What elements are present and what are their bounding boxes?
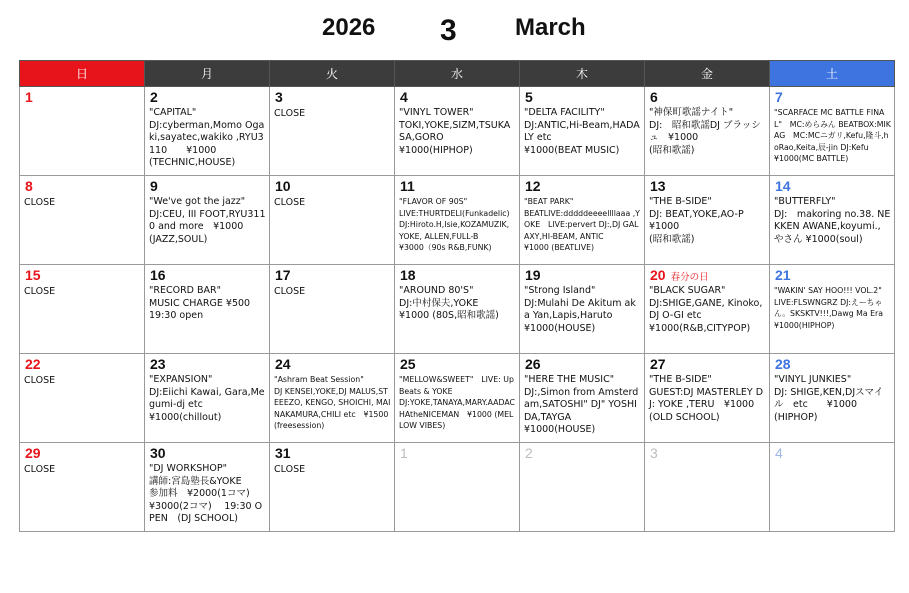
week-row bbox=[20, 354, 895, 443]
day-number: 3 bbox=[275, 89, 283, 105]
week-row bbox=[20, 443, 895, 532]
event-text: "We've got the jazz" DJ:CEU, III FOOT,RYU3110 and more ¥1000 (JAZZ,SOUL) bbox=[149, 196, 266, 245]
day-number: 1 bbox=[25, 89, 33, 105]
event-text: "WAKIN' SAY HOO!!! VOL.2" LIVE:FLSWNGRZ DJ:えーちゃん。SKSKTV!!!,Dawg Ma Era ¥1000(HIPHOP) bbox=[774, 286, 884, 330]
day-number: 27 bbox=[650, 356, 666, 372]
event-text: "THE B-SIDE" GUEST:DJ MASTERLEY DJ: YOKE ,TERU ¥1000 (OLD SCHOOL) bbox=[649, 374, 764, 423]
day-number: 10 bbox=[275, 178, 291, 194]
day-number: 5 bbox=[525, 89, 533, 105]
day-cell bbox=[520, 443, 645, 532]
day-cell bbox=[270, 176, 395, 265]
day-cell bbox=[270, 87, 395, 176]
day-cell bbox=[395, 176, 520, 265]
day-number: 18 bbox=[400, 267, 416, 283]
day-cell bbox=[770, 354, 895, 443]
day-cell bbox=[20, 443, 145, 532]
day-cell bbox=[395, 87, 520, 176]
day-cell bbox=[20, 87, 145, 176]
event-text: "Ashram Beat Session" DJ KENSEI,YOKE,DJ MALUS,STEEEZO, KENGO, SHOICHI, MAINAKAMURA,CHILI etc ¥1500 (freesession) bbox=[274, 375, 391, 430]
day-number: 28 bbox=[775, 356, 791, 372]
day-number: 9 bbox=[150, 178, 158, 194]
day-number: 16 bbox=[150, 267, 166, 283]
day-cell bbox=[395, 443, 520, 532]
weekday-fri: 金 bbox=[645, 61, 770, 87]
calendar-grid bbox=[19, 60, 895, 532]
day-number: 1 bbox=[400, 445, 408, 461]
event-text: "RECORD BAR" MUSIC CHARGE ¥500 19:30 open bbox=[149, 285, 251, 321]
event-text: "THE B-SIDE" DJ: BEAT,YOKE,AO-P ¥1000 (昭和歌謡) bbox=[649, 196, 744, 245]
day-number: 2 bbox=[150, 89, 158, 105]
event-text: "CAPITAL" DJ:cyberman,Momo Ogaki,sayatec,wakiko ,RYU3110 ¥1000 (TECHNIC,HOUSE) bbox=[149, 107, 265, 168]
day-cell bbox=[145, 87, 270, 176]
day-number: 12 bbox=[525, 178, 541, 194]
day-cell bbox=[270, 443, 395, 532]
day-number: 13 bbox=[650, 178, 666, 194]
event-text: "神保町歌謡ナイト" DJ: 昭和歌謡DJ ブラッシュ ¥1000 (昭和歌謡) bbox=[649, 107, 761, 156]
day-number: 4 bbox=[775, 445, 783, 461]
event-text: "DELTA FACILITY" DJ:ANTIC,Hi-Beam,HADALY etc ¥1000(BEAT MUSIC) bbox=[524, 107, 640, 156]
day-cell bbox=[645, 176, 770, 265]
weekday-thu: 木 bbox=[520, 61, 645, 87]
calendar-title bbox=[0, 14, 909, 50]
event-text: "VINYL TOWER" TOKI,YOKE,SIZM,TSUKASA,GORO ¥1000(HIPHOP) bbox=[399, 107, 511, 156]
day-number: 3 bbox=[650, 445, 658, 461]
event-text: "MELLOW&SWEET" LIVE: Up Beats & YOKE DJ:YOKE,TANAYA,MARY.AADACHAtheNICEMAN ¥1000 (MELLOW VIBES) bbox=[399, 375, 515, 430]
event-text: "HERE THE MUSIC" DJ:,Simon from Amsterdam,SATOSHI" DJ" YOSHIDA,TAYGA ¥1000(HOUSE) bbox=[524, 374, 639, 435]
day-number: 29 bbox=[25, 445, 41, 461]
day-cell bbox=[395, 354, 520, 443]
day-cell bbox=[395, 265, 520, 354]
day-cell bbox=[145, 443, 270, 532]
day-cell bbox=[645, 354, 770, 443]
event-text: CLOSE bbox=[24, 464, 56, 475]
day-number: 6 bbox=[650, 89, 658, 105]
day-number: 2 bbox=[525, 445, 533, 461]
day-cell bbox=[770, 443, 895, 532]
weekday-tue: 火 bbox=[270, 61, 395, 87]
day-number: 11 bbox=[400, 178, 415, 194]
event-text: CLOSE bbox=[274, 286, 306, 297]
day-number: 25 bbox=[400, 356, 416, 372]
week-row bbox=[20, 87, 895, 176]
day-number: 17 bbox=[275, 267, 291, 283]
day-number: 14 bbox=[775, 178, 791, 194]
day-cell bbox=[20, 354, 145, 443]
weekday-wed: 水 bbox=[395, 61, 520, 87]
day-number: 31 bbox=[275, 445, 291, 461]
event-text: "BEAT PARK" BEATLIVE:dddddeeeellllaaa ,YOKE LIVE:pervert DJ:,DJ GALAXY,HI-BEAM, ANTIC ¥1000 (BEATLIVE) bbox=[524, 197, 640, 252]
day-number: 7 bbox=[775, 89, 783, 105]
day-cell bbox=[770, 176, 895, 265]
day-number: 30 bbox=[150, 445, 166, 461]
event-text: "AROUND 80'S" DJ:中村保夫,YOKE ¥1000 (80S,昭和歌謡) bbox=[399, 285, 499, 321]
day-cell bbox=[520, 354, 645, 443]
day-cell bbox=[520, 265, 645, 354]
day-number: 19 bbox=[525, 267, 541, 283]
event-text: "SCARFACE MC BATTLE FINAL" MC:めらみん BEATBOX:MIKAG MC:MCニガリ,Kefu,隆斗,hoRao,Keita,辰-jin DJ:Kefu ¥1000(MC BATTLE) bbox=[774, 108, 891, 163]
day-number: 24 bbox=[275, 356, 291, 372]
event-text: "VINYL JUNKIES" DJ: SHIGE,KEN,DJスマイル etc ¥1000 (HIPHOP) bbox=[774, 374, 884, 423]
month-name: March bbox=[515, 14, 586, 41]
day-cell bbox=[20, 265, 145, 354]
event-text: "EXPANSION" DJ:Eiichi Kawai, Gara,Megumi-dj etc ¥1000(chillout) bbox=[149, 374, 265, 423]
day-number: 8 bbox=[25, 178, 33, 194]
holiday-label: 春分の日 bbox=[670, 272, 709, 283]
event-text: CLOSE bbox=[274, 108, 306, 119]
day-cell bbox=[520, 176, 645, 265]
day-number: 23 bbox=[150, 356, 166, 372]
day-cell bbox=[520, 87, 645, 176]
week-row bbox=[20, 265, 895, 354]
day-cell bbox=[145, 176, 270, 265]
day-cell bbox=[770, 265, 895, 354]
day-number: 21 bbox=[775, 267, 791, 283]
day-cell bbox=[145, 354, 270, 443]
weekday-mon: 月 bbox=[145, 61, 270, 87]
event-text: CLOSE bbox=[24, 197, 56, 208]
week-row bbox=[20, 176, 895, 265]
event-text: "FLAVOR OF 90S" LIVE:THURTDELI(Funkadelic) DJ:Hiroto.H,Isie,KOZAMUZIK, YOKE, ALLEN,FULL-B ¥3000（90s R&B,FUNK) bbox=[399, 197, 510, 252]
year-label: 2026 bbox=[322, 14, 376, 41]
weekday-sat: 土 bbox=[770, 61, 895, 87]
weekday-sun: 日 bbox=[20, 61, 145, 87]
event-text: CLOSE bbox=[274, 197, 306, 208]
event-text: CLOSE bbox=[24, 375, 56, 386]
day-number bbox=[650, 268, 766, 285]
day-cell bbox=[770, 87, 895, 176]
day-number: 4 bbox=[400, 89, 408, 105]
event-text: "BUTTERFLY" DJ: makoring no.38. NEKKEN AWANE,koyumi., やさん ¥1000(soul) bbox=[774, 196, 891, 245]
day-number: 15 bbox=[25, 267, 41, 283]
day-number-value: 20 bbox=[650, 267, 666, 283]
day-cell bbox=[270, 265, 395, 354]
day-cell bbox=[270, 354, 395, 443]
event-text: CLOSE bbox=[274, 464, 306, 475]
event-text: "BLACK SUGAR" DJ:SHIGE,GANE, Kinoko, DJ O-GI etc ¥1000(R&B,CITYPOP) bbox=[649, 285, 763, 334]
day-cell bbox=[645, 87, 770, 176]
weekday-header-row bbox=[20, 61, 895, 87]
event-text: CLOSE bbox=[24, 286, 56, 297]
day-number: 22 bbox=[25, 356, 41, 372]
day-cell bbox=[20, 176, 145, 265]
day-cell bbox=[645, 443, 770, 532]
month-number: 3 bbox=[440, 14, 457, 47]
event-text: "DJ WORKSHOP" 講師:宮島塾長&YOKE 参加料 ¥2000(1コマ) ¥3000(2コマ) 19:30 OPEN (DJ SCHOOL) bbox=[149, 463, 263, 524]
event-text: "Strong Island" DJ:Mulahi De Akitum aka Yan,Lapis,Haruto ¥1000(HOUSE) bbox=[524, 285, 636, 334]
day-cell bbox=[145, 265, 270, 354]
day-number: 26 bbox=[525, 356, 541, 372]
day-cell bbox=[645, 265, 770, 354]
